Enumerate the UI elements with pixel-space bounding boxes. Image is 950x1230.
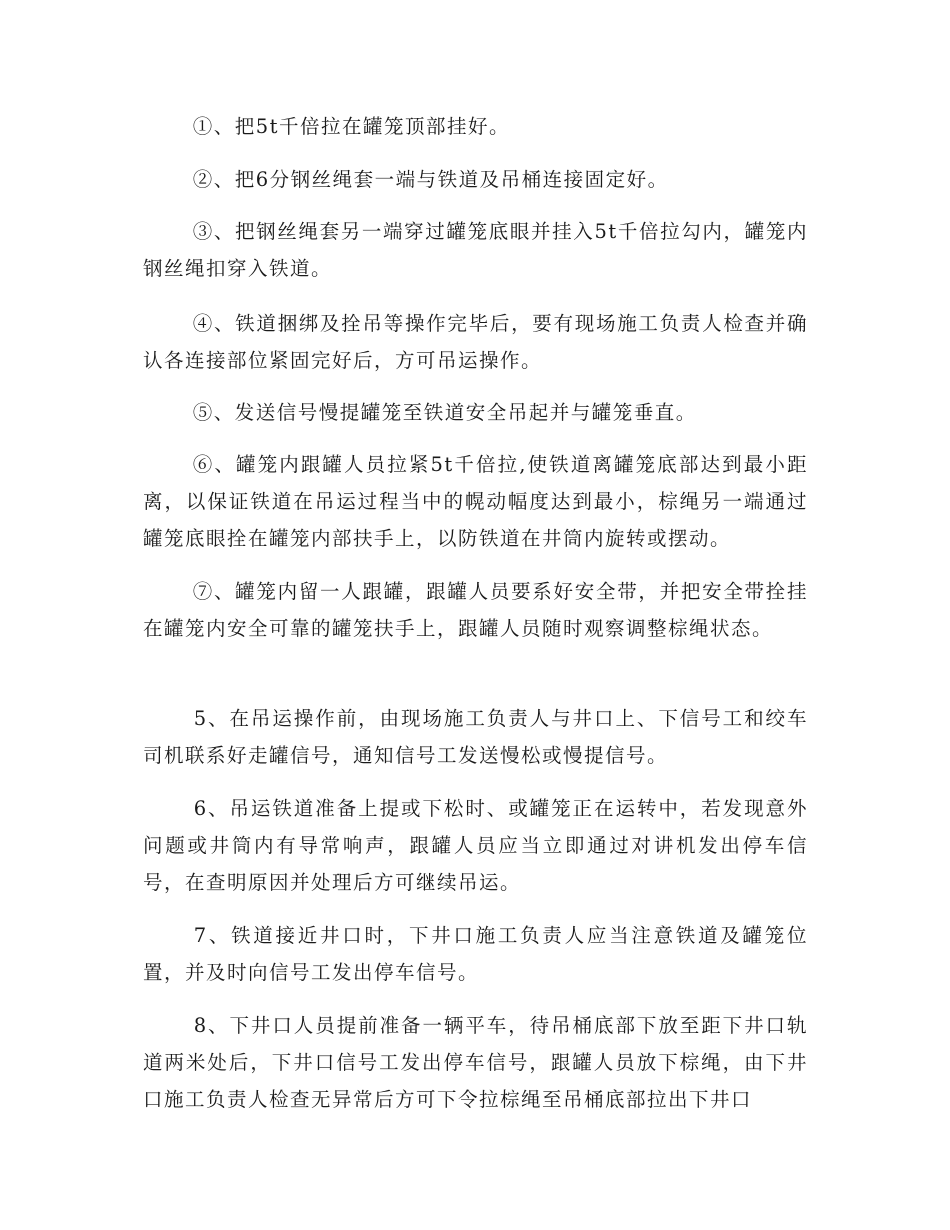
paragraph-step-7: ⑦、罐笼内留一人跟罐，跟罐人员要系好安全带，并把安全带拴挂在罐笼内安全可靠的罐笼扶手上，跟罐人员随时观察调整棕绳状态。 [143,580,808,640]
paragraph-item-8: 8、下井口人员提前准备一辆平车，待吊桶底部下放至距下井口轨道两米处后，下井口信号工发出停车信号，跟罐人员放下棕绳，由下井口施工负责人检查无异常后方可下令拉棕绳至吊桶底部拉出下井口 [143,1014,808,1111]
paragraph-step-1: ①、把5t千倍拉在罐笼顶部挂好。 [192,115,510,138]
paragraph-step-5: ⑤、发送信号慢提罐笼至铁道安全吊起并与罐笼垂直。 [192,401,697,424]
paragraph-step-4: ④、铁道捆绑及拴吊等操作完毕后，要有现场施工负责人检查并确认各连接部位紧固完好后，方可吊运操作。 [143,312,808,372]
paragraph-item-7: 7、铁道接近井口时，下井口施工负责人应当注意铁道及罐笼位置，并及时向信号工发出停车信号。 [143,924,808,984]
paragraph-step-6: ⑥、罐笼内跟罐人员拉紧5t千倍拉,使铁道离罐笼底部达到最小距离，以保证铁道在吊运过程当中的幌动幅度达到最小，棕绳另一端通过罐笼底眼拴在罐笼内部扶手上，以防铁道在井筒内旋转或摆动。 [143,453,808,550]
paragraph-step-3: ③、把钢丝绳套另一端穿过罐笼底眼并挂入5t千倍拉勾内，罐笼内钢丝绳扣穿入铁道。 [143,220,808,280]
paragraph-step-2: ②、把6分钢丝绳套一端与铁道及吊桶连接固定好。 [192,168,669,191]
paragraph-item-5: 5、在吊运操作前，由现场施工负责人与井口上、下信号工和绞车司机联系好走罐信号，通知信号工发送慢松或慢提信号。 [143,707,808,767]
paragraph-item-6: 6、吊运铁道准备上提或下松时、或罐笼正在运转中，若发现意外问题或井筒内有导常响声，跟罐人员应当立即通过对讲机发出停车信号，在查明原因并处理后方可继续吊运。 [143,797,808,894]
